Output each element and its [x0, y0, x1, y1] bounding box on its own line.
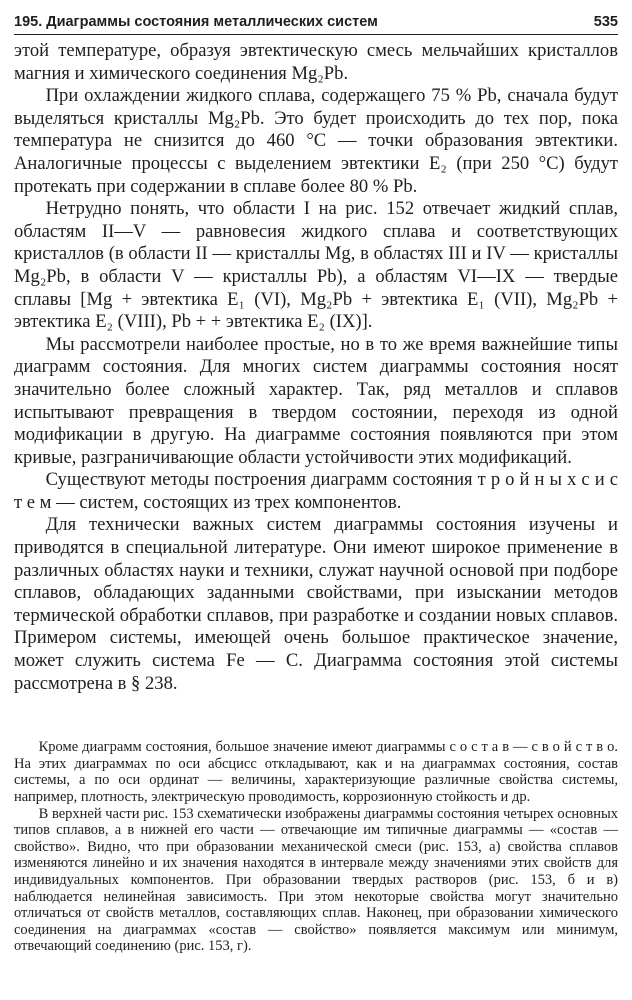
paragraph-technical-systems: Для технически важных систем диаграммы состояния изучены и приводятся в специальной литературе. Они имеют широкое применение в различных областях науки и техники, служат научной основой при подборе сплавов, обладающих заданными свойствами, при изыскании методов термической обработки сплавов, при разработке и создании новых сплавов. Примером системы, имеющей очень большое практическое значение, может служить система Fe — C. Диаграмма состояния этой системы рассмотрена в § 238. — [14, 514, 618, 694]
paragraph-continuation: этой температуре, образуя эвтектическую смесь мельчайших кристаллов магния и химического соединения Mg₂Pb. — [14, 40, 618, 84]
paragraph-complex-diagrams: Мы рассмотрели наиболее простые, но в то же время важнейшие типы диаграмм состояния. Для многих систем диаграммы состояния носят значительно более сложный характер. Так, ряд металлов и сплавов испытывают превращения в твердом состоянии, переходя из одной модификации в другую. На диаграмме состояния появляются при этом кривые, разграничивающие области устойчивости этих модификаций. — [14, 333, 618, 468]
paragraph-figure-153: В верхней части рис. 153 схематически изображены диаграммы состояния четырех основных типов сплавов, а в нижней его части — отвечающие им типичные диаграммы — «состав — свойство». Видно, что при образовании механической смеси (рис. 153, а) свойства сплавов изменяются линейно и их значения находятся в интервале между значениями этих свойств для индивидуальных компонентов. При образовании твердых растворов (рис. 153, б и в) наблюдается нелинейная зависимость. При этом некоторые свойства могут значительно отличаться от свойств металлов, составляющих сплав. Наконец, при образовании химического соединения на диаграммах «состав — свойство» появляется максимум или минимум, отвечающий соединению (рис. 153, г). — [14, 805, 618, 955]
small-print-text — [14, 739, 618, 955]
section-title: 195. Диаграммы состояния металлических систем — [14, 14, 378, 30]
paragraph-regions: Нетрудно понять, что области I на рис. 152 отвечает жидкий сплав, областям II—V — равновесия жидкого сплава и соответствующих кристаллов (в области II — кристаллы Mg, в областях III и IV — кристаллы Mg₂Pb, в области V — кристаллы Pb), а областям VI—IX — твердые сплавы [Mg + эвтектика E₁ (VI), Mg₂Pb + эвтектика E₁ (VII), Mg₂Pb + эвтектика E₂ (VIII), Pb + + эвтектика E₂ (IX)]. — [14, 198, 618, 333]
paragraph-cooling: При охлаждении жидкого сплава, содержащего 75 % Pb, сначала будут выделяться кристаллы Mg₂Pb. Это будет происходить до тех пор, пока температура не снизится до 460 °C — точки образования эвтектики. Аналогичные процессы с выделением эвтектики E₂ (при 250 °C) будут протекать при содержании в сплаве более 80 % Pb. — [14, 85, 618, 197]
running-header — [14, 14, 618, 35]
page-number: 535 — [593, 14, 618, 30]
paragraph-composition-property: Кроме диаграмм состояния, большое значение имеют диаграммы с о с т а в — с в о й с т в о. На этих диаграммах по оси абсцисс откладывают, как и на диаграммах состояния, состав системы, а по оси ординат — величины, характеризующие различные свойства системы, например, плотность, электрическую проводимость, коррозионную стойкость и др. — [14, 739, 618, 805]
paragraph-ternary-systems: Существуют методы построения диаграмм состояния т р о й н ы х с и с т е м — систем, состоящих из трех компонентов. — [14, 469, 618, 513]
main-text — [14, 40, 618, 695]
